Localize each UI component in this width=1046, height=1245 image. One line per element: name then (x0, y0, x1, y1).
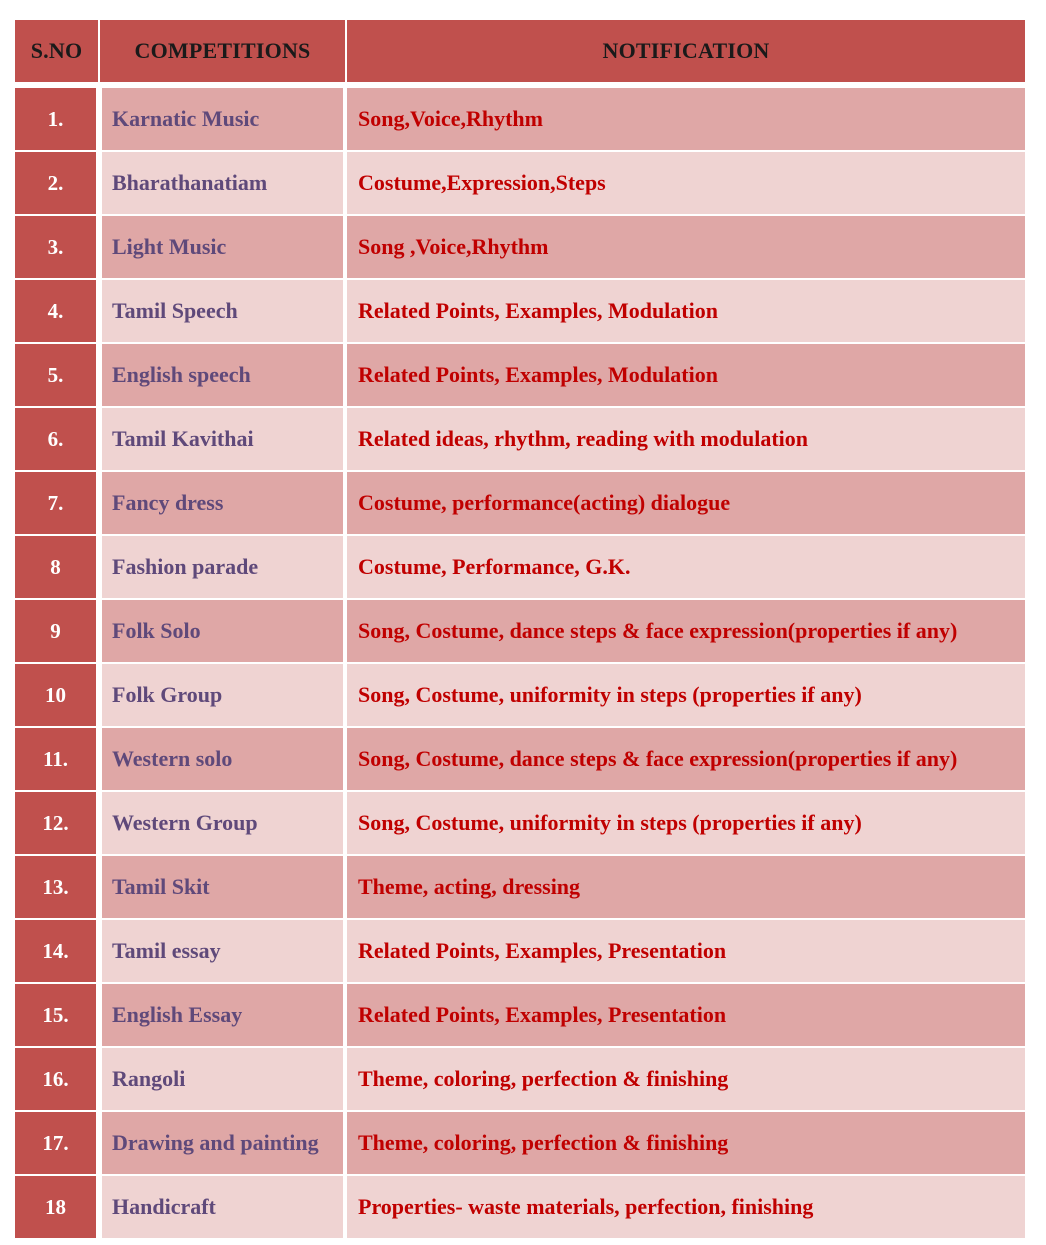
row-sno: 12. (15, 792, 96, 854)
competitions-table (15, 20, 1025, 1238)
table-row (15, 920, 1025, 982)
row-notification: Song,Voice,Rhythm (347, 88, 1025, 150)
row-sno: 11. (15, 728, 96, 790)
table-row (15, 728, 1025, 790)
row-notification: Song, Costume, dance steps & face expression(properties if any) (347, 728, 1025, 790)
row-sno: 7. (15, 472, 96, 534)
row-sno: 13. (15, 856, 96, 918)
table-row (15, 1048, 1025, 1110)
table-row (15, 280, 1025, 342)
table-row (15, 1112, 1025, 1174)
row-sno: 17. (15, 1112, 96, 1174)
table-row (15, 152, 1025, 214)
table-row (15, 792, 1025, 854)
table-row (15, 216, 1025, 278)
row-sno: 4. (15, 280, 96, 342)
header-sno: S.NO (15, 20, 98, 82)
table-row (15, 408, 1025, 470)
row-competition: Handicraft (102, 1176, 343, 1238)
row-competition: Tamil essay (102, 920, 343, 982)
row-sno: 18 (15, 1176, 96, 1238)
row-competition: Folk Solo (102, 600, 343, 662)
row-notification: Related Points, Examples, Modulation (347, 280, 1025, 342)
row-notification: Song, Costume, uniformity in steps (properties if any) (347, 792, 1025, 854)
row-notification: Song ,Voice,Rhythm (347, 216, 1025, 278)
row-sno: 1. (15, 88, 96, 150)
row-notification: Related Points, Examples, Modulation (347, 344, 1025, 406)
row-sno: 14. (15, 920, 96, 982)
table-header (15, 20, 1025, 82)
row-notification: Song, Costume, uniformity in steps (properties if any) (347, 664, 1025, 726)
table-row (15, 536, 1025, 598)
row-competition: Fancy dress (102, 472, 343, 534)
row-competition: English Essay (102, 984, 343, 1046)
row-sno: 16. (15, 1048, 96, 1110)
row-sno: 2. (15, 152, 96, 214)
row-notification: Costume,Expression,Steps (347, 152, 1025, 214)
row-sno: 9 (15, 600, 96, 662)
row-notification: Related ideas, rhythm, reading with modulation (347, 408, 1025, 470)
row-notification: Costume, Performance, G.K. (347, 536, 1025, 598)
table-row (15, 984, 1025, 1046)
row-notification: Song, Costume, dance steps & face expression(properties if any) (347, 600, 1025, 662)
row-sno: 5. (15, 344, 96, 406)
table-body (15, 88, 1025, 1238)
row-competition: Fashion parade (102, 536, 343, 598)
row-sno: 10 (15, 664, 96, 726)
row-competition: Light Music (102, 216, 343, 278)
row-competition: English speech (102, 344, 343, 406)
row-sno: 3. (15, 216, 96, 278)
row-competition: Tamil Skit (102, 856, 343, 918)
row-notification: Theme, acting, dressing (347, 856, 1025, 918)
row-competition: Tamil Kavithai (102, 408, 343, 470)
table-row (15, 856, 1025, 918)
row-competition: Drawing and painting (102, 1112, 343, 1174)
row-sno: 8 (15, 536, 96, 598)
header-competitions: COMPETITIONS (100, 20, 345, 82)
row-competition: Western solo (102, 728, 343, 790)
table-row (15, 664, 1025, 726)
table-row (15, 1176, 1025, 1238)
row-notification: Theme, coloring, perfection & finishing (347, 1112, 1025, 1174)
row-sno: 15. (15, 984, 96, 1046)
table-row (15, 472, 1025, 534)
row-competition: Karnatic Music (102, 88, 343, 150)
row-competition: Folk Group (102, 664, 343, 726)
row-sno: 6. (15, 408, 96, 470)
row-notification: Theme, coloring, perfection & finishing (347, 1048, 1025, 1110)
row-notification: Costume, performance(acting) dialogue (347, 472, 1025, 534)
row-competition: Western Group (102, 792, 343, 854)
header-notification: NOTIFICATION (347, 20, 1025, 82)
row-competition: Bharathanatiam (102, 152, 343, 214)
table-row (15, 88, 1025, 150)
row-notification: Related Points, Examples, Presentation (347, 920, 1025, 982)
table-row (15, 600, 1025, 662)
row-notification: Related Points, Examples, Presentation (347, 984, 1025, 1046)
row-notification: Properties- waste materials, perfection, finishing (347, 1176, 1025, 1238)
row-competition: Rangoli (102, 1048, 343, 1110)
table-row (15, 344, 1025, 406)
row-competition: Tamil Speech (102, 280, 343, 342)
